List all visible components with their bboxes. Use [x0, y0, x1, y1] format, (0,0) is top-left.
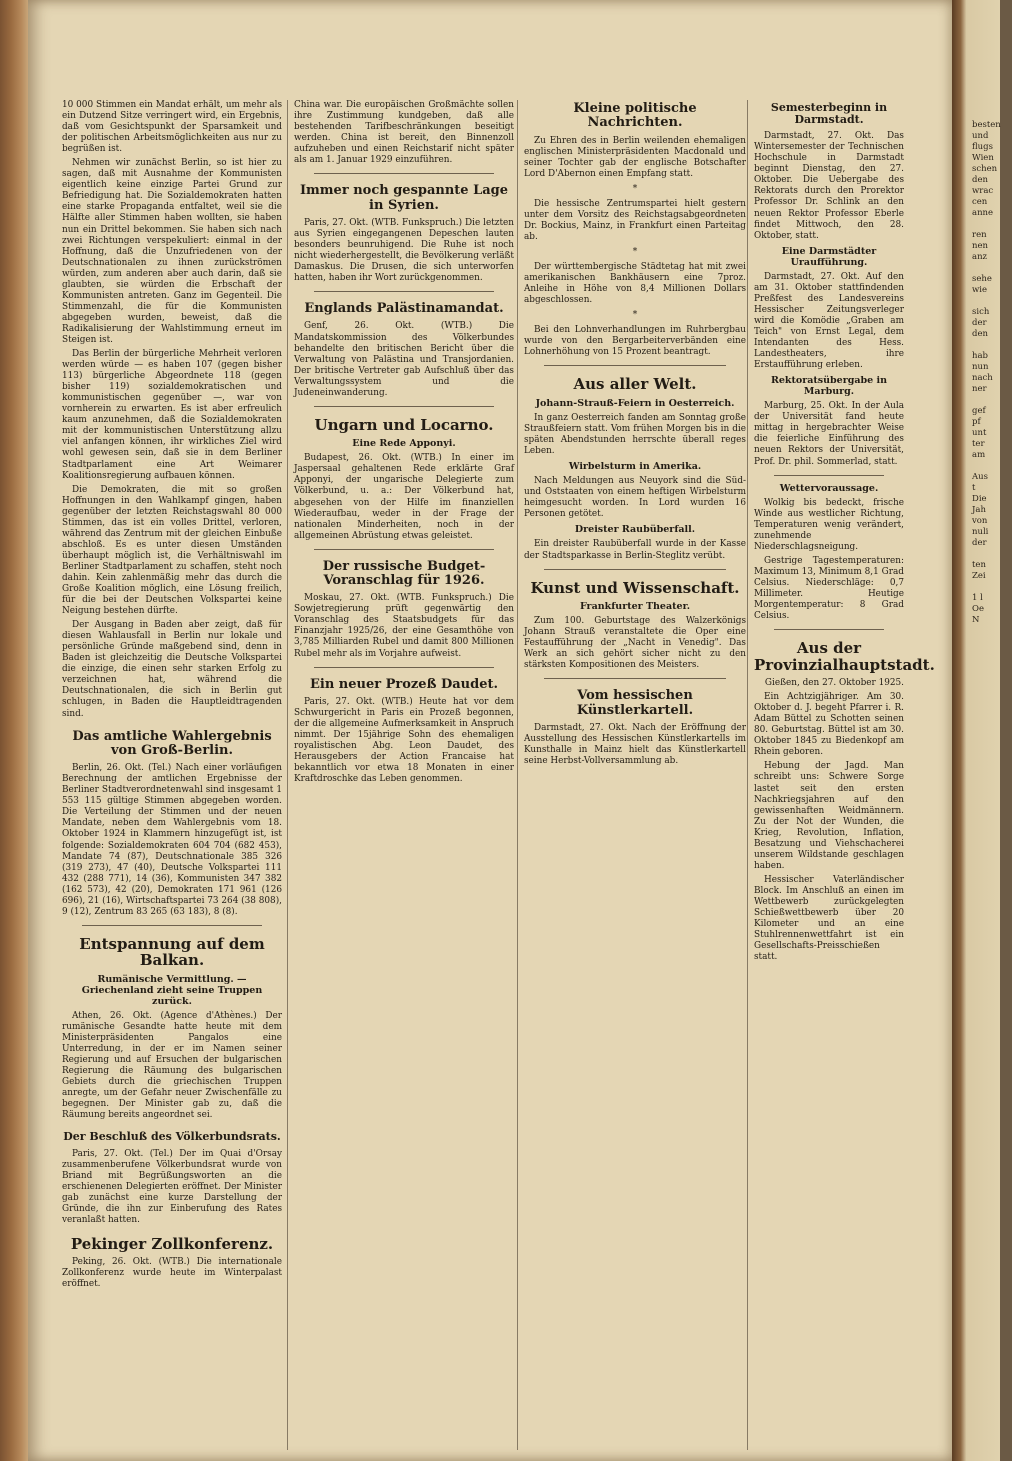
- headline-kunst: Kunst und Wissenschaft.: [530, 578, 740, 597]
- paragraph: Wolkig bis bedeckt, frische Winde aus westlicher Richtung, Temperaturen wenig verändert, zunehmende Niederschlagsneigung.: [754, 497, 904, 552]
- headline-palaestina: Englands Palästinamandat.: [304, 301, 504, 317]
- paragraph: Das Berlin der bürgerliche Mehrheit verloren werden würde — es haben 107 (gegen bisher 113) bürgerliche Abgeordnete 118 (gegen bisher 119) sozialdemokratischen und kommunistischen gegenüber —, war von vornherein zu erwarten. Es ist aber erfreulich kaum anzunehmen, daß die Sozialdemokraten mit der kommunistischen Unterstützung allzu viel anfangen können, ihr wirkliches Ziel wird wohl gewesen sein, daß sie in dem Berliner Stadtparlament eine Art Weimarer Koalitionsregierung aufbauen können.: [62, 349, 282, 481]
- paragraph: 10 000 Stimmen ein Mandat erhält, um mehr als ein Dutzend Sitze verringert wird, ein Ergebnis, daß vom Gesichtspunkt der Sparsamkeit und der politischen Arbeitsmöglichkeiten aus nur zu begrüßen ist.: [62, 100, 282, 155]
- headline-beschluss: Der Beschluß des Völkerbundsrats.: [63, 1130, 281, 1144]
- headline-daudet: Ein neuer Prozeß Daudet.: [309, 676, 499, 692]
- book-spine: [0, 0, 28, 1461]
- paragraph: Darmstadt, 27. Okt. Auf den am 31. Oktober stattfindenden Preßfest des Landesvereins Hessischer Zeitungsverleger wird die Komödie „Graben am Teich" von Ernst Legal, dem Intendanten des Hess. Landestheaters, ihre Erstaufführung erleben.: [754, 271, 904, 371]
- paragraph: Zum 100. Geburtstage des Walzerkönigs Johann Strauß veranstaltete die Oper eine Festaufführung der „Nacht in Venedig". Das Werk an sich gehört sicher nicht zu den stärksten Kompositionen des Meisters.: [524, 616, 746, 671]
- headline-budget: Der russische Budget-Voranschlag für 1926.: [322, 558, 486, 588]
- divider: [314, 173, 494, 174]
- paragraph: Moskau, 27. Okt. (WTB. Funkspruch.) Die Sowjetregierung prüft gegenwärtig den Voranschlag des Staatsbudgets für das Finanzjahr 1925/26, der eine Gesamthöhe von 3,785 Milliarden Rubel und damit 800 Millionen Rubel mehr als im Vorjahre aufweist.: [294, 593, 514, 659]
- dateline: Gießen, den 27. Oktober 1925.: [764, 678, 904, 689]
- headline-locarno: Ungarn und Locarno.: [314, 415, 494, 434]
- headline-kuenstlerkartell: Vom hessischen Künstlerkartell.: [576, 688, 694, 718]
- column-1: [62, 100, 282, 1452]
- column-rule: [747, 100, 748, 1450]
- paragraph: Paris, 27. Okt. (WTB.) Heute hat vor dem Schwurgericht in Paris ein Prozeß begonnen, der die allgemeine Aufmerksamkeit in Anspruch nimmt. Der 15jährige Sohn des ehemaligen royalistischen Abg. Leon Daudet, des Herausgebers der Action Francaise hat bekanntlich vor etwa 18 Monaten in einer Kraftdroschke das Leben genommen.: [294, 696, 514, 785]
- next-page-text-fragment: besten und flugs Wien schen den wrac cen anne ren nen anz sehe wie sich der den hab nun nach ner gef pf unt ter am Aus t Die Jah von nuli der ten Zei 1 l Oe N: [972, 120, 1001, 625]
- subheadline-wetter: Wettervoraussage.: [779, 482, 879, 494]
- divider: [314, 291, 494, 292]
- divider: [774, 475, 884, 476]
- column-2: [294, 100, 514, 1452]
- paragraph: Die hessische Zentrumspartei hielt gestern unter dem Vorsitz des Reichstagsabgeordneten Dr. Bockius, Mainz, in Frankfurt einen Parteitag ab.: [524, 198, 746, 242]
- separator-star: *: [632, 183, 638, 194]
- subheadline-amerika: Wirbelsturm in Amerika.: [568, 461, 702, 473]
- paragraph: Ein dreister Raubüberfall wurde in der Kasse der Stadtsparkasse in Berlin-Steglitz verübt.: [524, 539, 746, 561]
- paragraph: Paris, 27. Okt. (Tel.) Der im Quai d'Orsay zusammenberufene Völkerbundsrat wurde von Briand mit Begrüßungsworten an die erschienenen Delegierten eröffnet. Der Minister gab zunächst eine kurze Darstellung der Gründe, die ihn zur Einberufung des Rates veranlaßt hatten.: [62, 1148, 282, 1225]
- paragraph: Genf, 26. Okt. (WTB.) Die Mandatskommission des Völkerbundes behandelte den britischen Bericht über die Verwaltung von Palästina und Transjordanien. Der britische Vertreter gab Aufschluß über das Verwaltungssystem und die Judeneinwanderung.: [294, 321, 514, 398]
- paragraph: Nach Meldungen aus Neuyork sind die Süd- und Oststaaten von einem heftigen Wirbelsturm heimgesucht worden. In Lord wurden 16 Personen getötet.: [524, 476, 746, 520]
- paragraph: Paris, 27. Okt. (WTB. Funkspruch.) Die letzten aus Syrien eingegangenen Depeschen lauten besonders beunruhigend. Die Ruhe ist noch nicht wiederhergestellt, die Bevölkerung verläßt Damaskus. Die Drusen, die sich unterworfen hatten, haben ihr Wort zurückgenommen.: [294, 217, 514, 284]
- subheadline-theater: Frankfurter Theater.: [579, 601, 691, 613]
- next-page-edge: [952, 0, 1000, 1461]
- subheadline-balkan: Rumänische Vermittlung. — Griechenland zieht seine Truppen zurück.: [81, 973, 263, 1007]
- subheadline-urauffuehrung: Eine Darmstädter Uraufführung.: [781, 245, 877, 268]
- paragraph: In ganz Oesterreich fanden am Sonntag große Straußfeiern statt. Vom frühen Morgen bis in die späten Abendstunden herrschte überall reges Leben.: [524, 412, 746, 457]
- column-rule: [287, 100, 288, 1450]
- subheadline-raub: Dreister Raubüberfall.: [574, 524, 696, 536]
- divider: [774, 629, 884, 630]
- headline-peking: Pekinger Zollkonferenz.: [70, 1234, 274, 1253]
- paragraph: Die Demokraten, die mit so großen Hoffnungen in den Wahlkampf gingen, haben gegenüber der letzten Reichstagswahl 80 000 Stimmen, das ist ein volles Drittel, verloren, während das Zentrum mit der gleichen Einbuße abschloß. Es es unter diesen Umständen überhaupt möglich ist, die Verhältniswahl im Berliner Stadtparlament zu schaffen, steht noch dahin. Kein zahlenmäßig mehr das durch die Große Koalition möglich, eine Lösung freilich, für die bei der Deutschen Volkspartei keine Neigung bestehen dürfte.: [62, 484, 282, 617]
- headline-wahlergebnis: Das amtliche Wahlergebnis von Groß-Berlin.: [72, 728, 272, 758]
- headline-provinzialhauptstadt: Aus der Provinzialhauptstadt.: [754, 639, 935, 674]
- subheadline-locarno: Eine Rede Apponyi.: [352, 438, 456, 450]
- paragraph: Der Ausgang in Baden aber zeigt, daß für diesen Wahlausfall in Berlin nur lokale und persönliche Gründe maßgebend sind, denn in Baden ist gleichzeitig die Deutsche Volkspartei die einzige, die einen sehr starken Erfolg zu verzeichnen hat, während die Deutschnationalen, die sich in Berlin gut schlugen, in Baden die Hauptleidtragenden sind.: [62, 620, 282, 719]
- separator-star: *: [632, 310, 638, 321]
- paragraph: Athen, 26. Okt. (Agence d'Athènes.) Der rumänische Gesandte hatte heute mit dem Ministerpräsidenten Pangalos eine Unterredung, in der er im Namen seiner Regierung und auf Ersuchen der bulgarischen Regierung die Räumung des bulgarischen Gebiets durch die griechischen Truppen anregte, um der Gefahr neuer Zwischenfälle zu begegnen. Der Minister gab zu, daß die Räumung bereits angeordnet sei.: [62, 1010, 282, 1121]
- divider: [314, 549, 494, 550]
- divider: [544, 678, 726, 679]
- paragraph: Budapest, 26. Okt. (WTB.) In einer im Jaspersaal gehaltenen Rede erklärte Graf Apponyi, der ungarische Delegierte zum Völkerbund, u. a.: Der Völkerbund hat, abgesehen von der Hilfe im finanziellen Wiederaufbau, weder in der Frage der nationalen Minderheiten, noch in der allgemeinen Abrüstung etwas geleistet.: [294, 453, 514, 541]
- divider: [314, 667, 494, 668]
- divider: [544, 365, 726, 366]
- paragraph: Ein Achtzigjähriger. Am 30. Oktober d. J. begeht Pfarrer i. R. Adam Büttel zu Schotten seinen 80. Geburtstag. Büttel ist am 30. Oktober 1845 zu Biedenkopf am Rhein geboren.: [754, 692, 904, 758]
- headline-syrien: Immer noch gespannte Lage in Syrien.: [299, 183, 509, 213]
- headline-balkan: Entspannung auf dem Balkan.: [79, 934, 265, 970]
- paragraph: Berlin, 26. Okt. (Tel.) Nach einer vorläufigen Berechnung der amtlichen Ergebnisse der Berliner Stadtverordnetenwahl sind insgesamt 1 553 115 gültige Stimmen abgegeben worden. Die Verteilung der Stimmen und der neuen Mandate, neben dem Wahlergebnis vom 18. Oktober 1924 in Klammern hinzugefügt ist, ist folgende: Sozialdemokraten 604 704 (682 453), Mandate 74 (87), Deutschnationale 385 326 (319 273), 47 (40), Deutsche Volkspartei 111 432 (288 771), 14 (36), Kommunisten 347 382 (162 573), 42 (20), Demokraten 171 961 (126 696), 21 (16), Wirtschaftspartei 73 264 (38 808), 9 (12), Zentrum 83 265 (63 183), 8 (8).: [62, 763, 282, 917]
- paragraph: China war. Die europäischen Großmächte sollen ihre Zustimmung kundgeben, daß alle bestehenden Tarifbeschränkungen beseitigt werden. China ist bereit, den Binnenzoll aufzuheben und einen Reichstarif nicht später als am 1. Januar 1929 einzuführen.: [294, 100, 514, 166]
- paragraph: Bei den Lohnverhandlungen im Ruhrbergbau wurde von den Bergarbeiterverbänden eine Lohnerhöhung von 15 Prozent beantragt.: [524, 325, 746, 358]
- newspaper-page: [28, 0, 952, 1461]
- headline-kleine-nachrichten: Kleine politische Nachrichten.: [573, 101, 697, 131]
- paragraph: Gestrige Tagestemperaturen: Maximum 13, Minimum 8,1 Grad Celsius. Niederschläge: 0,7 Millimeter. Heutige Morgentemperatur: 8 Grad Celsius.: [754, 555, 904, 622]
- separator-star: *: [632, 247, 638, 258]
- paragraph: Der württembergische Städtetag hat mit zwei amerikanischen Bankhäusern eine 7proz. Anleihe in Höhe von 8,4 Millionen Dollars abgeschlossen.: [524, 262, 746, 306]
- divider: [314, 406, 494, 407]
- paragraph: Darmstadt, 27. Okt. Nach der Eröffnung der Ausstellung des Hessischen Künstlerkartells im Kunsthalle in Mainz hielt das Künstlerkartell seine Herbst-Vollversammlung ab.: [524, 722, 746, 767]
- paragraph: Hessischer Vaterländischer Block. Im Anschluß an einen im Wettbewerb zurückgelegten Schießwettbewerb über 20 Kilometer und an eine Stuhlrennenwettfahrt ist ein Gesellschafts-Preisschießen statt.: [754, 874, 904, 963]
- paragraph: Hebung der Jagd. Man schreibt uns: Schwere Sorge lastet seit den ersten Nachkriegsjahren auf den gewissenhaften Weidmännern. Zu der Not der Wunden, die Krieg, Revolution, Inflation, Besatzung und Viehschacherei unserem Wildstande geschlagen haben.: [754, 761, 904, 871]
- headline-aus-aller-welt: Aus aller Welt.: [573, 375, 697, 394]
- column-4: [754, 100, 935, 1452]
- column-3: [524, 100, 746, 1452]
- divider: [82, 925, 262, 926]
- paragraph: Marburg, 25. Okt. In der Aula der Universität fand heute mittag in hergebrachter Weise die feierliche Einführung des neuen Rektors der Universität, Prof. Dr. phil. Sommerlad, statt.: [754, 401, 904, 467]
- paragraph: Zu Ehren des in Berlin weilenden ehemaligen englischen Ministerpräsidenten Macdonald und seiner Tochter gab der englische Botschafter Lord D'Abernon einen Empfang statt.: [524, 135, 746, 179]
- subheadline-strauss: Johann-Strauß-Feiern in Oesterreich.: [535, 397, 735, 409]
- divider: [544, 569, 726, 570]
- paragraph: Peking, 26. Okt. (WTB.) Die internationale Zollkonferenz wurde heute im Winterpalast eröffnet.: [62, 1257, 282, 1290]
- column-rule: [517, 100, 518, 1450]
- subheadline-rektorat: Rektoratsübergabe in Marburg.: [770, 375, 888, 398]
- headline-semester: Semesterbeginn in Darmstadt.: [770, 101, 888, 127]
- paragraph: Darmstadt, 27. Okt. Das Wintersemester der Technischen Hochschule in Darmstadt beginnt Dienstag, den 27. Oktober. Die Uebergabe des Rektorats durch den Prorektor Professor Dr. Schlink an den neuen Rektor Professor Eberle findet Mittwoch, den 28. Oktober, statt.: [754, 131, 904, 241]
- paragraph: Nehmen wir zunächst Berlin, so ist hier zu sagen, daß mit Ausnahme der Kommunisten eigentlich keine einzige Partei Grund zur Befriedigung hat. Die Sozialdemokraten hatten eine starke Propaganda entfaltet, weil sie die Hälfte aller Stimmen haben wollten, sie haben nun ein Drittel bekommen. Sie haben sich nach zwei Richtungen verspekuliert: einmal in der Hoffnung, daß die Unzufriedenen von der Deutschnationalen zu ihnen zurückströmen würden, zum anderen aber auch darin, daß sie glaubten, sie würden die Erbschaft der Kommunisten antreten. Ganz im Gegenteil. Die Stimmenzahl, die für die Kommunisten abgegeben wurden, beweist, daß die Radikalisierung der Wahlstimmung erneut im Steigen ist.: [62, 158, 282, 345]
